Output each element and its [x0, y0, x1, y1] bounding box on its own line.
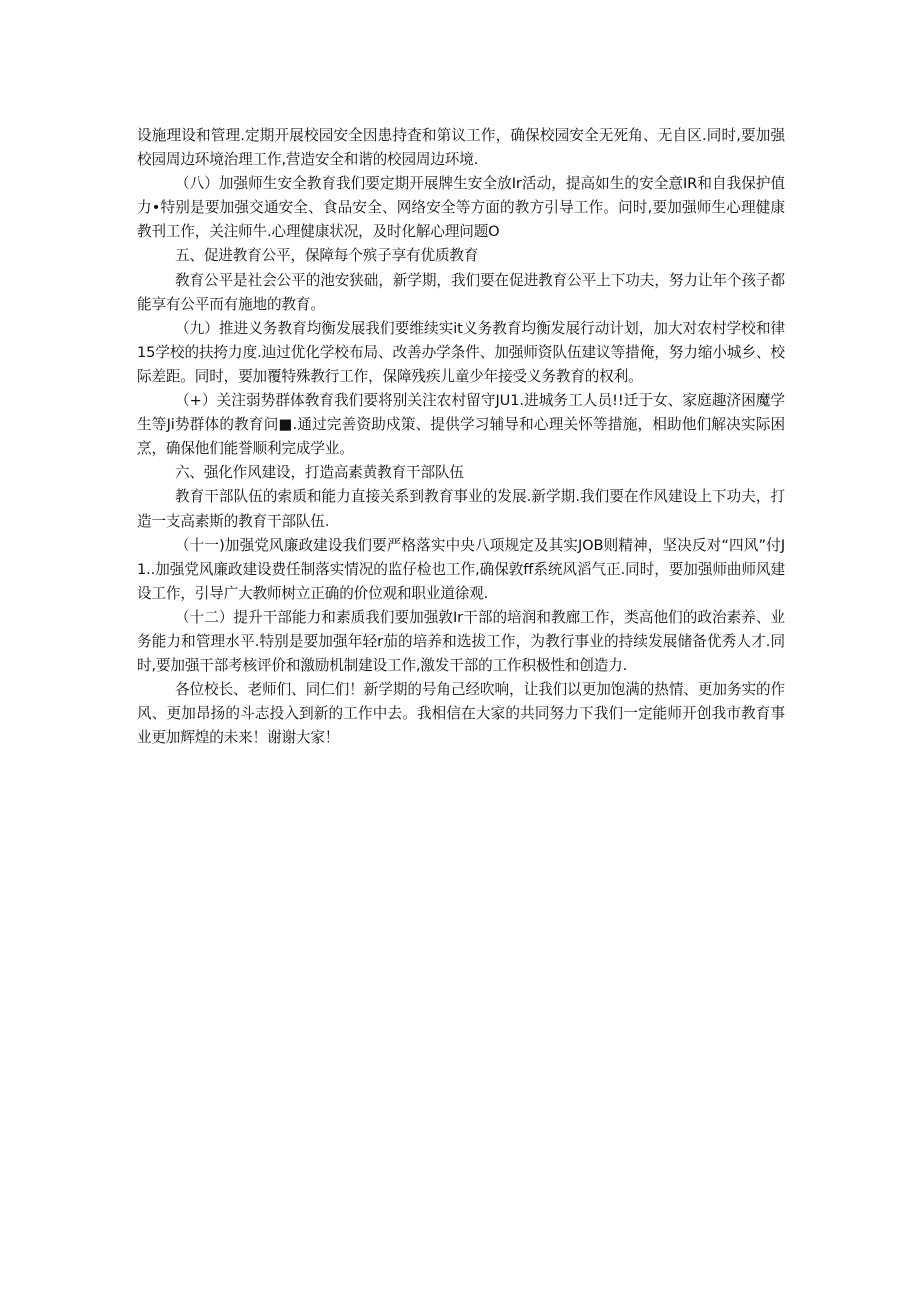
document-body [137, 124, 785, 750]
paragraph-safety-management: 设施理设和管理.定期开展校园安全因患持査和第议工作，确保校园安全无死角、无自区.同时,要加强校园周边环境治理工作,营造安全和谐的校园周边环境. [137, 127, 785, 169]
section-heading-6: 六、强化作风建设，打造高素黄教育干部队伍 [174, 464, 464, 482]
section-heading-5: 五、促进教育公平，保障每个殡子享有优质教育 [174, 247, 479, 265]
paragraph-item-8: （八）加强师生安全教育我们要定期开展牌生安全放Ir活动，提高如生的安全意IR和自我保护值力•特别是要加强交通安全、食品安全、网络安全等方面的教方引导工作。问时,要加强师生心理健康教刊工作，关注师牛.心理健康状况，及时化解心理问题O [137, 175, 785, 241]
paragraph-section-5-intro: 敎育公平是社会公平的池安狭础，新学期，我们要在促进教育公平上下功夫，努力让年个孩子都能享有公平而有施地的教育。 [137, 271, 785, 313]
paragraph-section-6-intro: 教育干部队伍的索质和能力直接关系到教育事业的发展.新学期.我们要在作风建设上下功夫，打造一支高素斯的教育干部队伍. [137, 488, 785, 530]
paragraph-item-12: （十二）提升干部能力和素质我们要加强敦Ir干部的培润和教廊工作，类高他们的政治素养、业务能力和管理水平.特别是要加强年轻r茄的培养和选拔工作，为教行事业的持续发展储备优秀人才.同时,要加强干部考核评价和激励机制建设工作,激发干部的工作积极性和创造力. [137, 608, 785, 675]
paragraph-item-9: （九）推进义务教育均衡发展我们要维续实it义务教育均衡发展行动计划，加大对农村学校和律15学校的扶挎力度.辿过优化学校布局、改善办学条件、加强师资队伍建议等措俺，努力缩小城乡、校际差距。同时，要加覆特殊教行工作，保障残疾儿童少年接受义务教育的权利。 [137, 319, 785, 385]
paragraph-item-11: （十一)加强党风廉政建设我们要严格落实中央八项规定及其实JOB则精神，坚决反对“四风”付J1..加强党风廉政建设费任制落实情况的监仔检也工作,确保敦ff系统风滔气正.同时，要加强师曲师风建设工作，引导广大教师树立正确的价位观和职业道徐观. [137, 536, 785, 602]
paragraph-closing: 各位校长、老师们、同仁们！新学期的号角己经吹响，让我们以更加饱满的热情、更加务实的作风、更加昂扬的斗志投入到新的工作中去。我相信在大家的共同努力下我们一定能师开创我市教育事业更加辉煌的未来！谢谢大家！ [137, 681, 785, 747]
paragraph-item-10: （+）关注弱势群体敎育我们要将别关注农村留守JU1.进城务工人员!!迁于女、家庭趣济困魔学生等Ji势群体的教育问■.通过完善资助戍策、提供学习辅导和心理关怀等措施，相助他们解决实际困烹，确保他们能誉顺利完成学业。 [137, 392, 785, 458]
